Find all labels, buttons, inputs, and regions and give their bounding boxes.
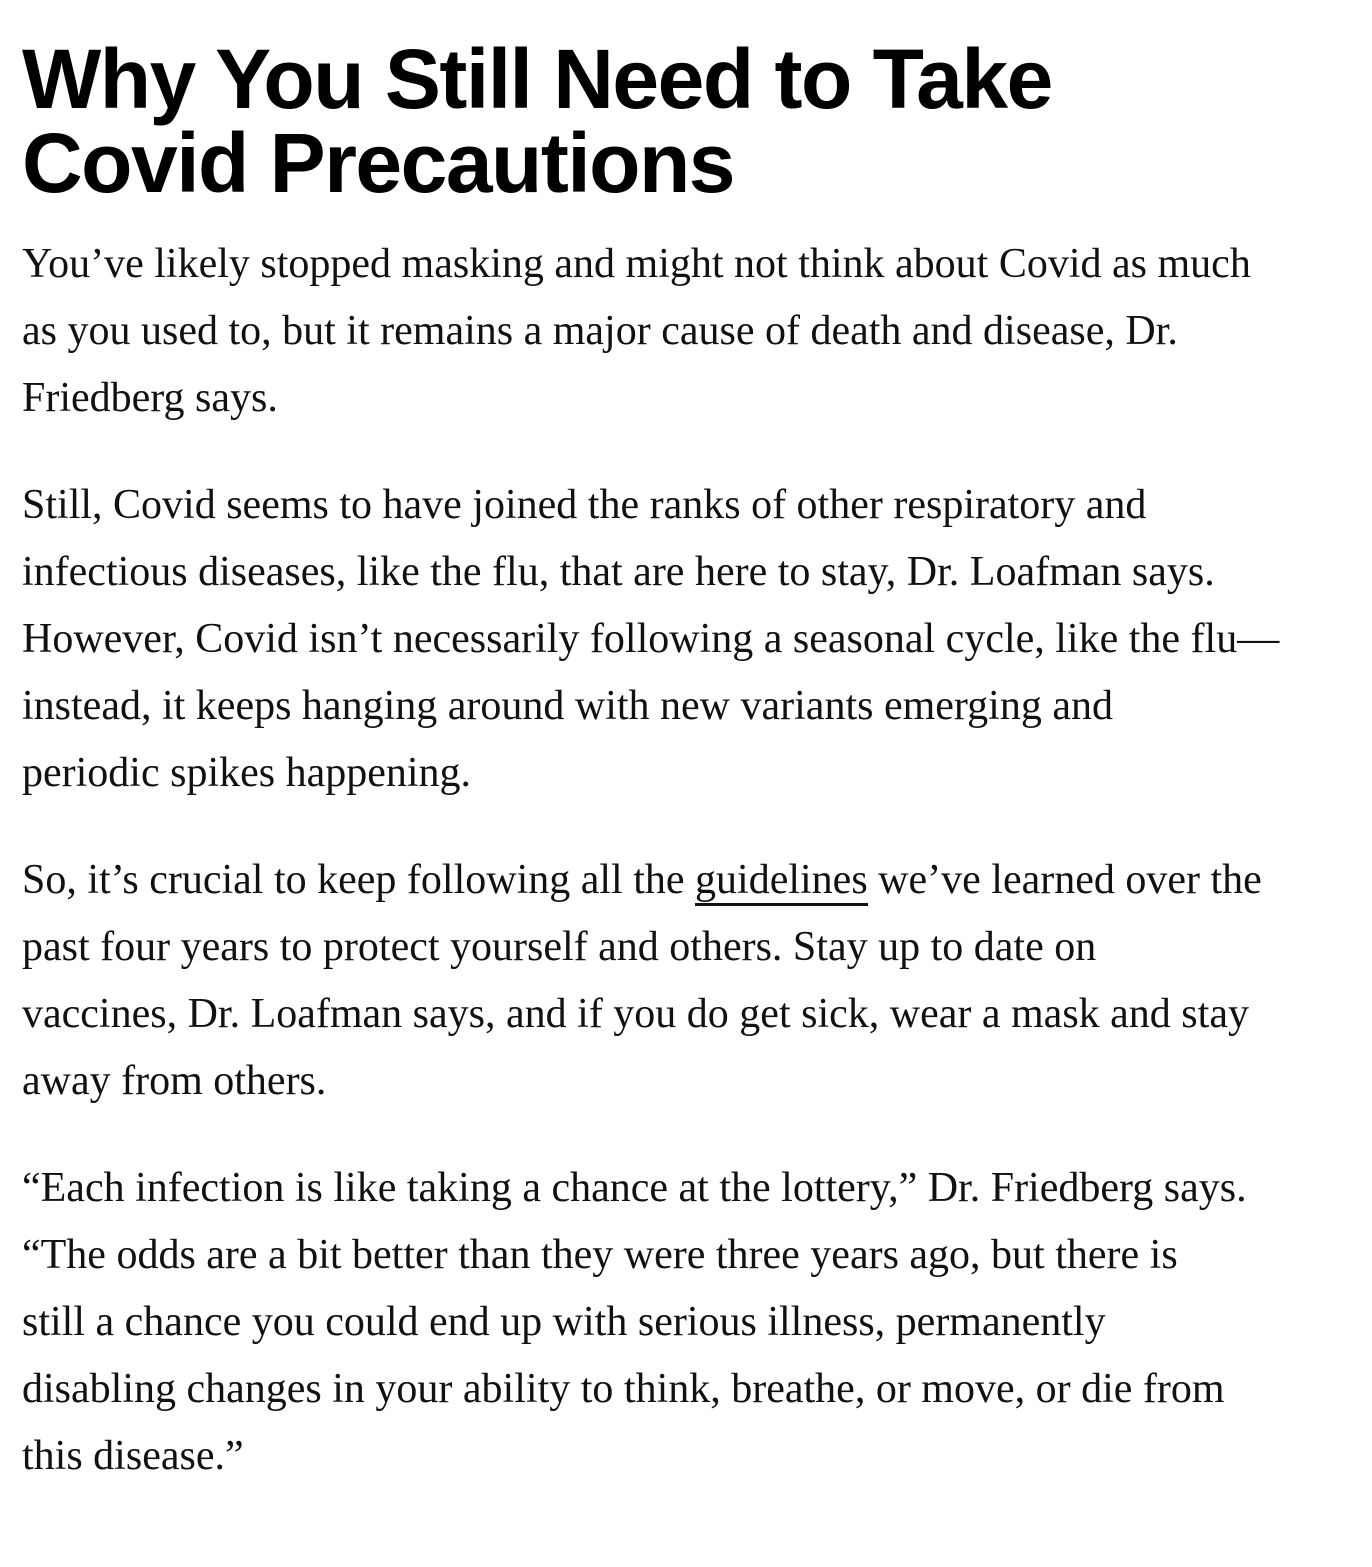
paragraph-line: instead, it keeps hanging around with new variants emerging and [22,683,1113,729]
article-body [22,231,1362,1490]
paragraph-guidelines [22,847,1362,1115]
article-title [22,0,1362,210]
paragraph-line: as you used to, but it remains a major cause of death and disease, Dr. [22,308,1178,354]
paragraph-line: still a chance you could end up with serious illness, permanently [22,1299,1106,1345]
paragraph-line: vaccines, Dr. Loafman says, and if you do get sick, wear a mask and stay [22,991,1249,1037]
paragraph-line: You’ve likely stopped masking and might not think about Covid as much [22,241,1251,287]
paragraph-line: infectious diseases, like the flu, that are here to stay, Dr. Loafman says. [22,549,1215,595]
paragraph-line: away from others. [22,1058,327,1104]
paragraph-line: “Each infection is like taking a chance at the lottery,” Dr. Friedberg says. [22,1165,1247,1211]
paragraph-line: this disease.” [22,1433,244,1479]
paragraph-line: “The odds are a bit better than they were three years ago, but there is [22,1232,1178,1278]
paragraph-line: Still, Covid seems to have joined the ranks of other respiratory and [22,482,1147,528]
paragraph-line: periodic spikes happening. [22,750,472,796]
paragraph-line: However, Covid isn’t necessarily following a seasonal cycle, like the flu— [22,616,1280,662]
article [22,0,1362,1490]
paragraph-line [22,847,1362,914]
guidelines-link[interactable]: guidelines [695,857,868,906]
title-line: Why You Still Need to Take [22,32,1052,126]
paragraph-line: past four years to protect yourself and others. Stay up to date on [22,924,1097,970]
text-before-link: So, it’s crucial to keep following all the [22,857,696,903]
paragraph-line: Friedberg says. [22,375,278,421]
paragraph-quote [22,1155,1362,1490]
paragraph-respiratory [22,472,1362,807]
paragraph-masking [22,231,1362,432]
text-after-link: we’ve learned over the [867,857,1262,903]
title-line: Covid Precautions [22,116,735,210]
paragraph-line: disabling changes in your ability to think, breathe, or move, or die from [22,1366,1225,1412]
